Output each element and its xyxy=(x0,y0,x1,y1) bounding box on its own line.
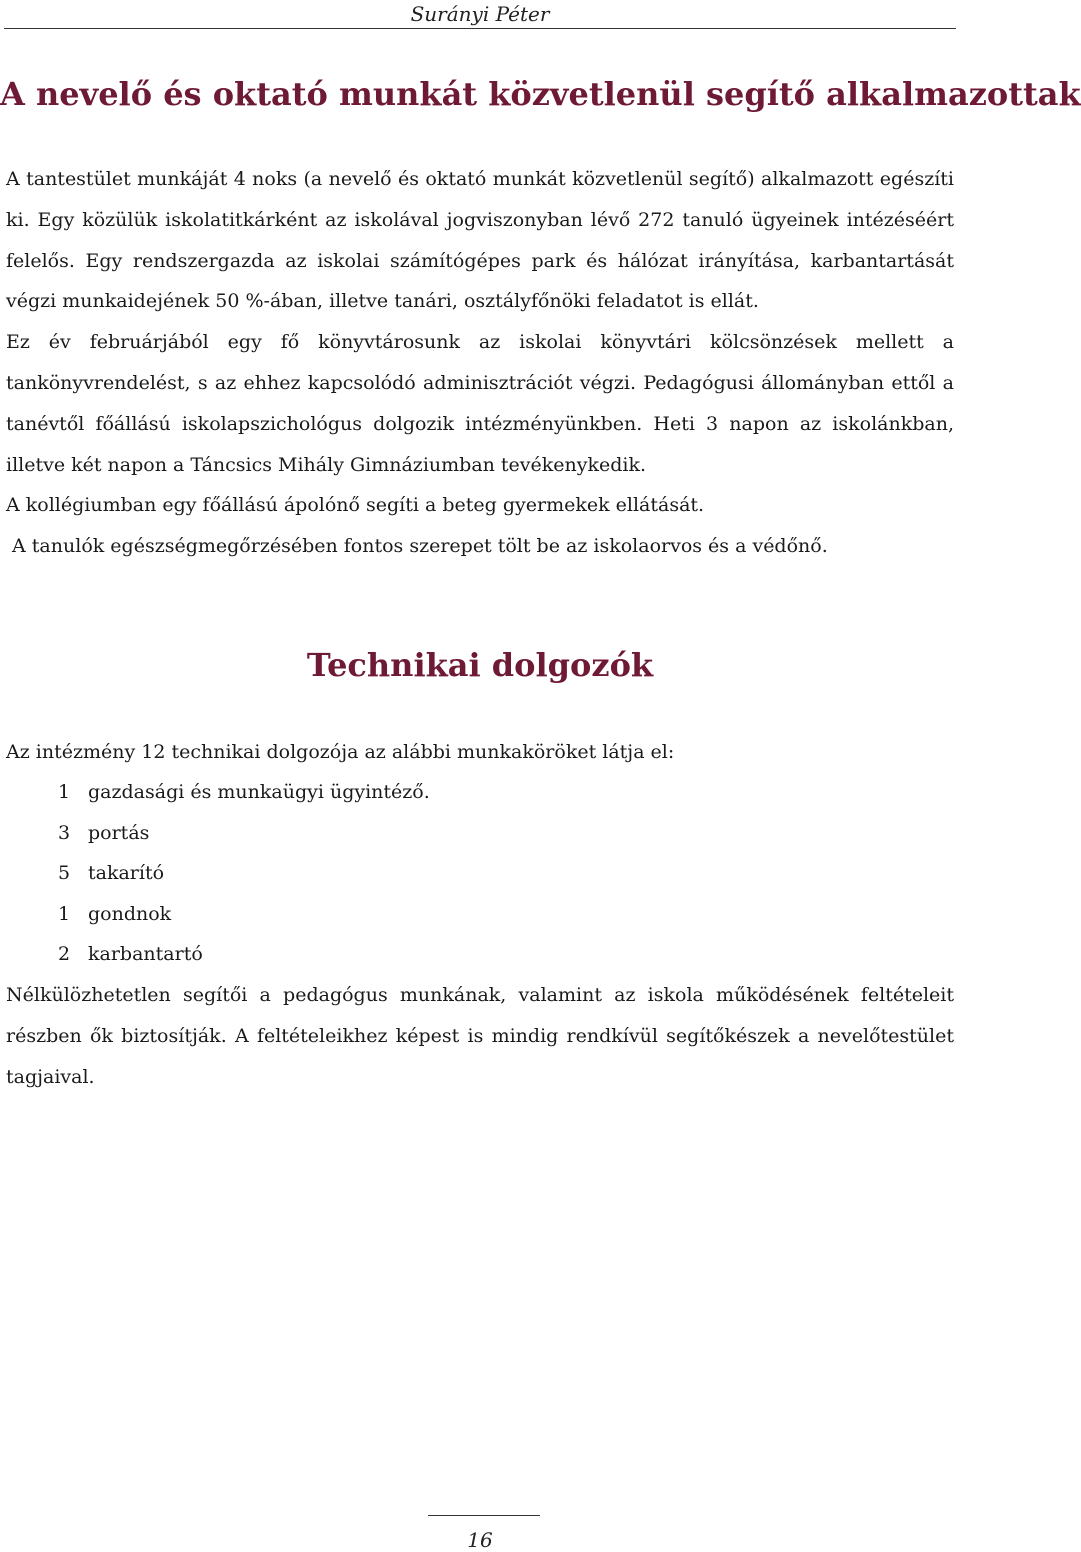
role-name: gondnok xyxy=(88,902,172,925)
roles-list xyxy=(58,772,430,975)
role-count: 1 xyxy=(58,902,71,925)
list-item xyxy=(58,934,430,975)
header-author: Surányi Péter xyxy=(410,2,550,26)
role-count: 1 xyxy=(58,781,71,803)
section-title-technical: Technikai dolgozók xyxy=(306,646,654,684)
role-count: 5 xyxy=(58,862,71,885)
list-item xyxy=(58,894,430,935)
role-name: takarító xyxy=(88,862,165,885)
paragraph: A tantestület munkáját 4 noks (a nevelő és oktató munkát közvetlenül segítő) alkalmazott egészíti ki. Egy közülük iskolatitkárként az iskolával jogviszonyban lévő 272 tanuló ügyeinek intézéséért felelős. Egy rendszergazda az iskolai számítógépes park és hálózat irányítása, karbantartását végzi munkaidejének 50 %-ában, illetve tanári, osztályfőnöki feladatot is ellát. xyxy=(6,168,954,313)
list-item xyxy=(58,772,430,813)
technical-intro xyxy=(6,732,954,773)
paragraph: Nélkülözhetetlen segítői a pedagógus munkának, valamint az iskola működésének feltételeit részben ők biztosítják. A feltételeikhez képest is mindig rendkívül segítőkészek a nevelőtestület tagjaival. xyxy=(6,984,954,1088)
footer-rule xyxy=(428,1515,540,1516)
paragraph: Az intézmény 12 technikai dolgozója az alábbi munkaköröket látja el: xyxy=(6,741,675,763)
list-item xyxy=(58,813,430,854)
page-number: 16 xyxy=(467,1528,493,1552)
paragraph: A kollégiumban egy főállású ápolónő segíti a beteg gyermekek ellátását. xyxy=(6,494,705,517)
running-header xyxy=(4,0,956,29)
technical-outro xyxy=(6,975,954,1097)
role-name: portás xyxy=(88,821,150,844)
role-name: karbantartó xyxy=(88,943,203,966)
list-item xyxy=(58,853,430,894)
role-count: 2 xyxy=(58,943,71,966)
role-name: gazdasági és munkaügyi ügyintéző. xyxy=(88,781,430,803)
role-count: 3 xyxy=(58,821,71,844)
paragraph: A tanulók egészségmegőrzésében fontos szerepet tölt be az iskolaorvos és a védőnő. xyxy=(6,535,828,558)
section-title-staff: A nevelő és oktató munkát közvetlenül segítő alkalmazottak xyxy=(0,75,1081,113)
paragraph: Ez év februárjából egy fő könyvtárosunk az iskolai könyvtári kölcsönzések mellett a tankönyvrendelést, s az ehhez kapcsolódó adminisztrációt végzi. Pedagógusi állományban ettől a tanévtől főállású iskolapszichológus dolgozik intézményünkben. Heti 3 napon az iskolánkban, illetve két napon a Táncsics Mihály Gimnáziumban tevékenykedik. xyxy=(6,331,954,476)
section-body-staff xyxy=(6,159,954,567)
